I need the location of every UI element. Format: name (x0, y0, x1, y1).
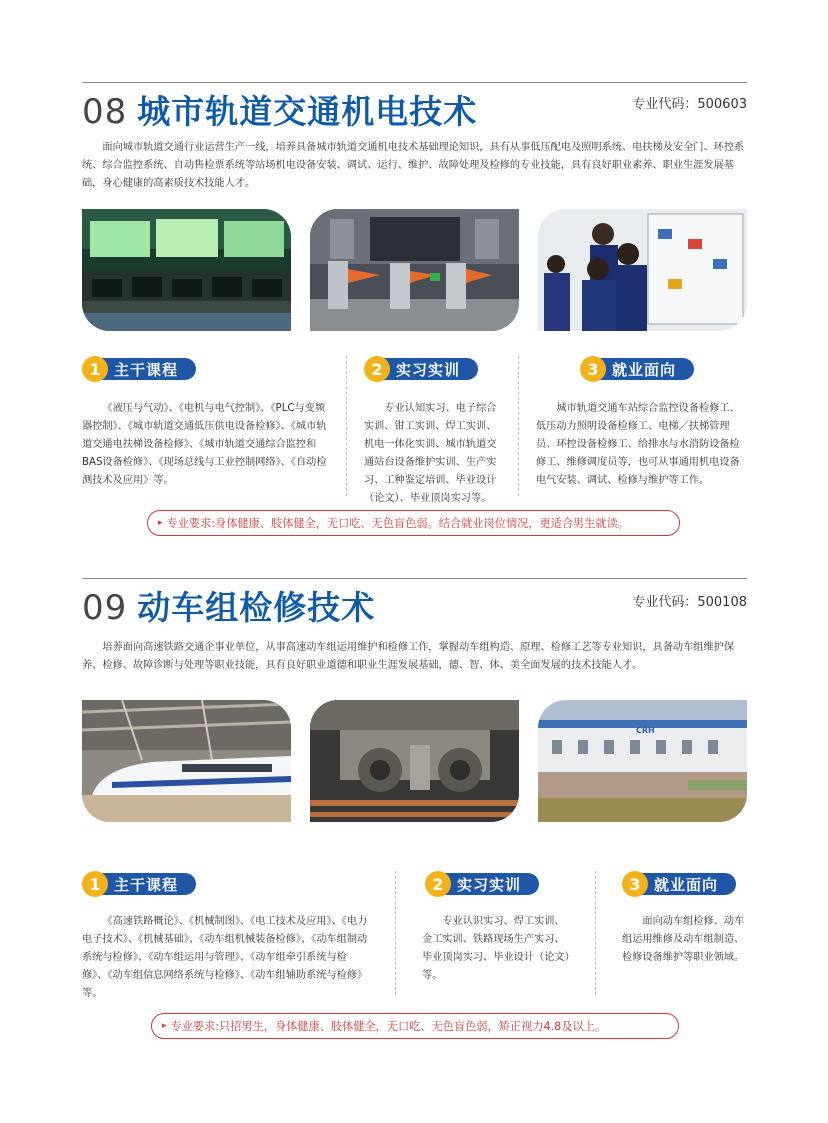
section-08-title: 城市轨道交通机电技术 (137, 92, 478, 131)
section-09-requirement (151, 1013, 679, 1039)
undercarriage-photo (310, 700, 519, 822)
section-09-courses-header (82, 871, 196, 897)
section-08-practice-number: 2 (364, 356, 390, 382)
section-09-courses-text: 《高速铁路概论》、《机械制图》、《电工技术及应用》、《电力电子技术》、《机械基础》、《动车组机械装备检修》、《动车组制动系统与检修》、《动车组运用与管理》、《动车组牵引系统与检修》、《动车组信息网络系统与检修》、《动车组辅助系统与检修》等。 (82, 916, 368, 999)
section-08-requirement-text: 专业要求:身体健康、肢体健全，无口吃、无色盲色弱。结合就业岗位情况，更适合男生就读。 (166, 517, 629, 530)
section-09-jobs-label: 就业面向 (636, 873, 736, 895)
section-09-practice-label: 实习实训 (439, 873, 539, 895)
section-09-number: 09 (82, 588, 128, 628)
section-08-intro: 面向城市轨道交通行业运营生产一线，培养具备城市轨道交通机电技术基础理论知识，具有从事低压配电及照明系统、电扶梯及安全门、环控系统、综合监控系统、自动售检票系统等站场机电设备安装、调试、运行、维护、故障处理及检修的专业技能，具有良好职业素养、职业生涯发展基础，身心健康的高素质技术技能人才。 (82, 142, 745, 189)
section-09-practice-header (425, 871, 539, 897)
section-08-divider-1 (346, 356, 347, 496)
section-08-heading (82, 86, 477, 134)
crh-logo: CRH (636, 726, 655, 735)
section-09-jobs-number: 3 (622, 871, 648, 897)
section-08-rule (82, 82, 747, 83)
section-08-requirement (147, 510, 680, 536)
section-08-divider-2 (518, 356, 519, 496)
section-09-divider-1 (395, 871, 396, 995)
section-08-jobs-text: 城市轨道交通车站综合监控设备检修工、低压动力照明设备检修工、电梯／扶梯管理员、环控设备检修工、给排水与水消防设备检修工、维修调度员等，也可从事通用机电设备电气安装、调试、检修与维护等工作。 (536, 403, 740, 486)
section-09-rule (82, 578, 747, 579)
control-room-photo (82, 209, 291, 331)
section-09-practice-text: 专业认识实习、焊工实训、金工实训、铁路现场生产实习、毕业顶岗实习、毕业设计（论文）等。 (422, 916, 570, 981)
section-09-courses-number: 1 (82, 871, 108, 897)
section-09-requirement-text: 专业要求:只招男生，身体健康、肢体健全，无口吃、无色盲色弱，矫正视力4.8及以上。 (170, 1020, 607, 1033)
section-08-courses-header (82, 356, 196, 382)
section-08-number: 08 (82, 92, 128, 132)
section-08-courses-number: 1 (82, 356, 108, 382)
section-09-practice-number: 2 (425, 871, 451, 897)
section-08-jobs-label: 就业面向 (594, 358, 694, 380)
section-08-jobs-header (580, 356, 694, 382)
section-09-courses-label: 主干课程 (96, 873, 196, 895)
section-08-practice-label: 实习实训 (378, 358, 478, 380)
section-09-code: 专业代码：500108 (632, 595, 747, 610)
section-09-heading (82, 582, 375, 630)
bullet-train-photo (82, 700, 291, 822)
ticket-gate-photo (310, 209, 519, 331)
section-09-divider-2 (595, 871, 596, 995)
requirement-bullet-icon: ▸ (162, 1021, 167, 1031)
section-08-courses-label: 主干课程 (96, 358, 196, 380)
section-08-courses-text: 《液压与气动》、《电机与电气控制》、《PLC与变频器控制》、《城市轨道交通低压供电设备检修》、《城市轨道交通电扶梯设备检修》、《城市轨道交通综合监控和BAS设备检修》、《现场总线与工业控制网络》、《自动检测技术及应用》等。 (82, 403, 327, 486)
section-08-jobs-number: 3 (580, 356, 606, 382)
section-08-practice-header (364, 356, 478, 382)
section-09-jobs-header (622, 871, 736, 897)
section-09-intro: 培养面向高速铁路交通企事业单位，从事高速动车组运用维护和检修工作，掌握动车组构造、原理、检修工艺等专业知识，具备动车组维护保养、检修、故障诊断与处理等职业技能，具有良好职业道德和职业生涯发展基础，德、智、体、美全面发展的技术技能人才。 (82, 642, 735, 671)
section-08-code: 专业代码：500603 (632, 97, 747, 112)
section-09-jobs-text: 面向动车组检修、动车组运用维修及动车组制造、检修设备维护等职业领域。 (622, 916, 745, 963)
requirement-bullet-icon: ▸ (158, 518, 163, 528)
crh-depot-photo (538, 700, 747, 822)
students-lab-photo (538, 209, 747, 331)
section-09-title: 动车组检修技术 (137, 588, 376, 627)
section-08-practice-text: 专业认知实习、电子综合实训、钳工实训、焊工实训、机电一体化实训、城市轨道交通站台设备维护实训、生产实习、工种鉴定培训、毕业设计（论文）、毕业顶岗实习等。 (364, 403, 497, 504)
